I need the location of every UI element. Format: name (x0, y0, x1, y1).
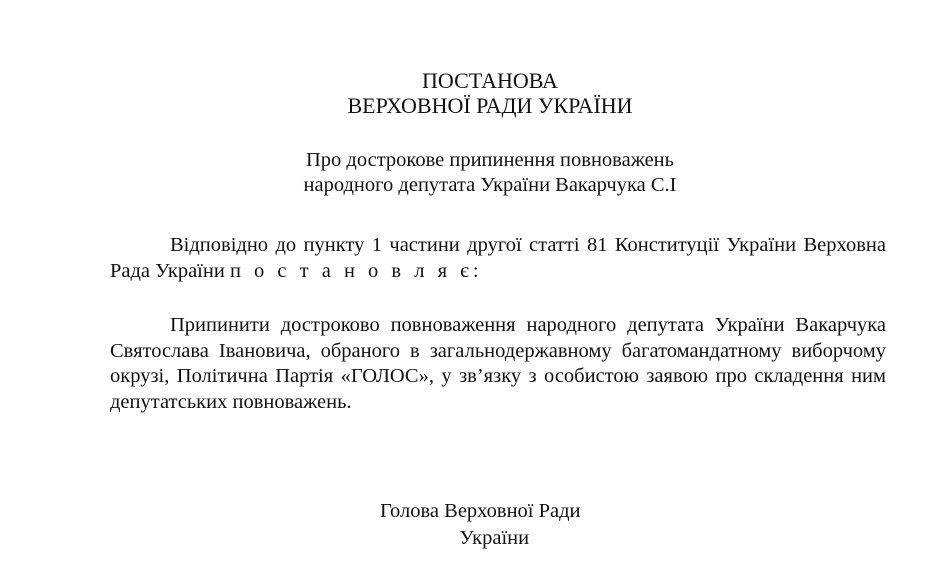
signature-line-1: Голова Верховної Ради (380, 500, 581, 522)
title-line-2: ВЕРХОВНОЇ РАДИ УКРАЇНИ (347, 93, 633, 118)
document-subject (0, 148, 948, 198)
title-line-1: ПОСТАНОВА (422, 68, 558, 93)
resolution-paragraph (110, 313, 886, 415)
signature-block (380, 498, 581, 552)
document-title (0, 68, 948, 118)
subject-line-1: Про дострокове припинення повноважень (305, 149, 675, 171)
signature-line-2: України (459, 527, 530, 549)
resolution-text: Припинити достроково повноваження народного депутата України Вакарчука Святослава Івановича, обраного в загальнодержавному багатомандатному виборчому окрузі, Політична Партія «ГОЛОС», у зв’язку з особистою заявою про складення ним депутатських повноважень. (110, 314, 886, 413)
legal-basis-text: Відповідно до пункту 1 частини другої статті 81 Конституції України Верховна Рада України (110, 234, 886, 282)
legal-basis-paragraph (110, 233, 886, 284)
subject-line-2: народного депутата України Вакарчука С.І (303, 174, 677, 196)
resolves-word: п о с т а н о в л я є: (229, 259, 483, 282)
